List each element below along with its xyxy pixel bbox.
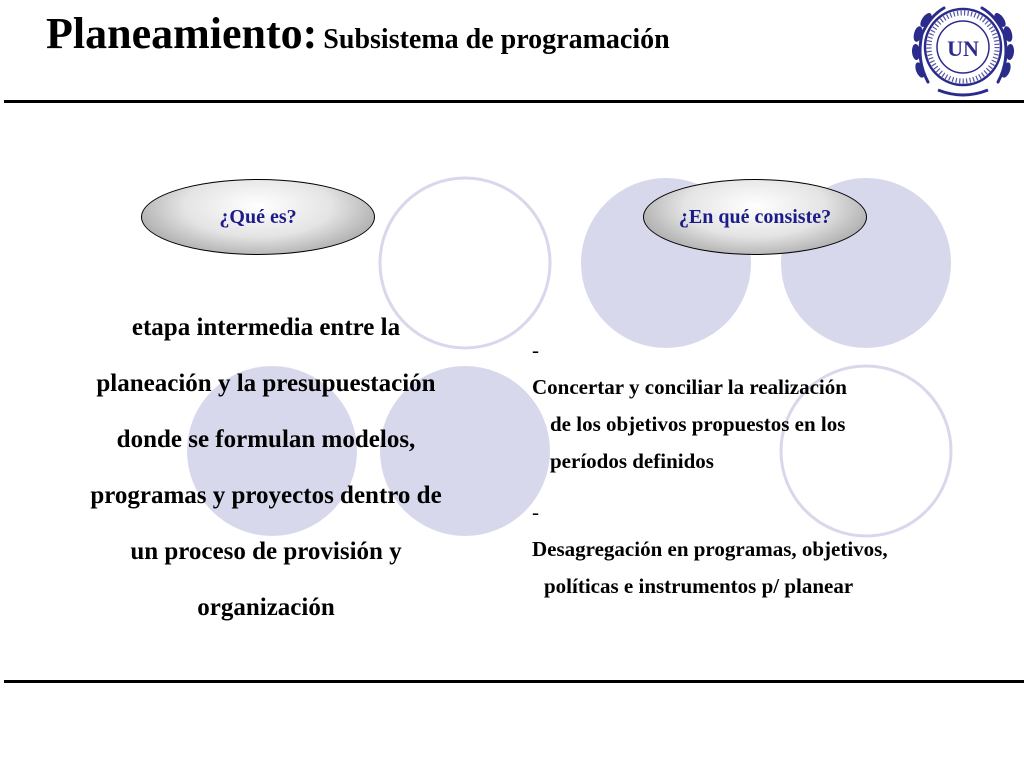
- bullet-line: políticas e instrumentos p/ planear: [544, 574, 854, 598]
- title-subtitle: Subsistema de programación: [323, 24, 670, 55]
- definition-line: programas y proyectos dentro de: [90, 482, 442, 509]
- definition-line: planeación y la presupuestación: [96, 370, 436, 397]
- definition-line: un proceso de provisión y: [130, 538, 402, 565]
- bullet-text: Desagregación en programas, objetivos,: [532, 537, 888, 561]
- bullet-text: Concertar y conciliar la realización: [532, 375, 847, 399]
- question-que-es: [141, 179, 375, 255]
- bullet-list: [532, 332, 1012, 619]
- bullet-dash: -: [532, 338, 539, 362]
- bullet-item: [532, 332, 1012, 480]
- definition-line: donde se formulan modelos,: [116, 426, 416, 453]
- seal-monogram: UN: [947, 36, 979, 61]
- bullet-line: períodos definidos: [550, 449, 714, 473]
- definition-text: [36, 300, 496, 636]
- definition-line: etapa intermedia entre la: [131, 314, 401, 341]
- bullet-dash: -: [532, 500, 539, 524]
- bullet-line: [532, 494, 1012, 568]
- bullet-item: [532, 494, 1012, 605]
- bullet-line: de los objetivos propuestos en los: [550, 412, 846, 436]
- question-en-que-consiste-label: ¿En qué consiste?: [678, 205, 832, 228]
- question-en-que-consiste: [643, 179, 867, 255]
- bullet-line: [532, 332, 1012, 406]
- question-que-es-label: ¿Qué es?: [219, 205, 297, 228]
- title-main: Planeamiento:: [46, 9, 318, 58]
- definition-line: organización: [197, 594, 335, 621]
